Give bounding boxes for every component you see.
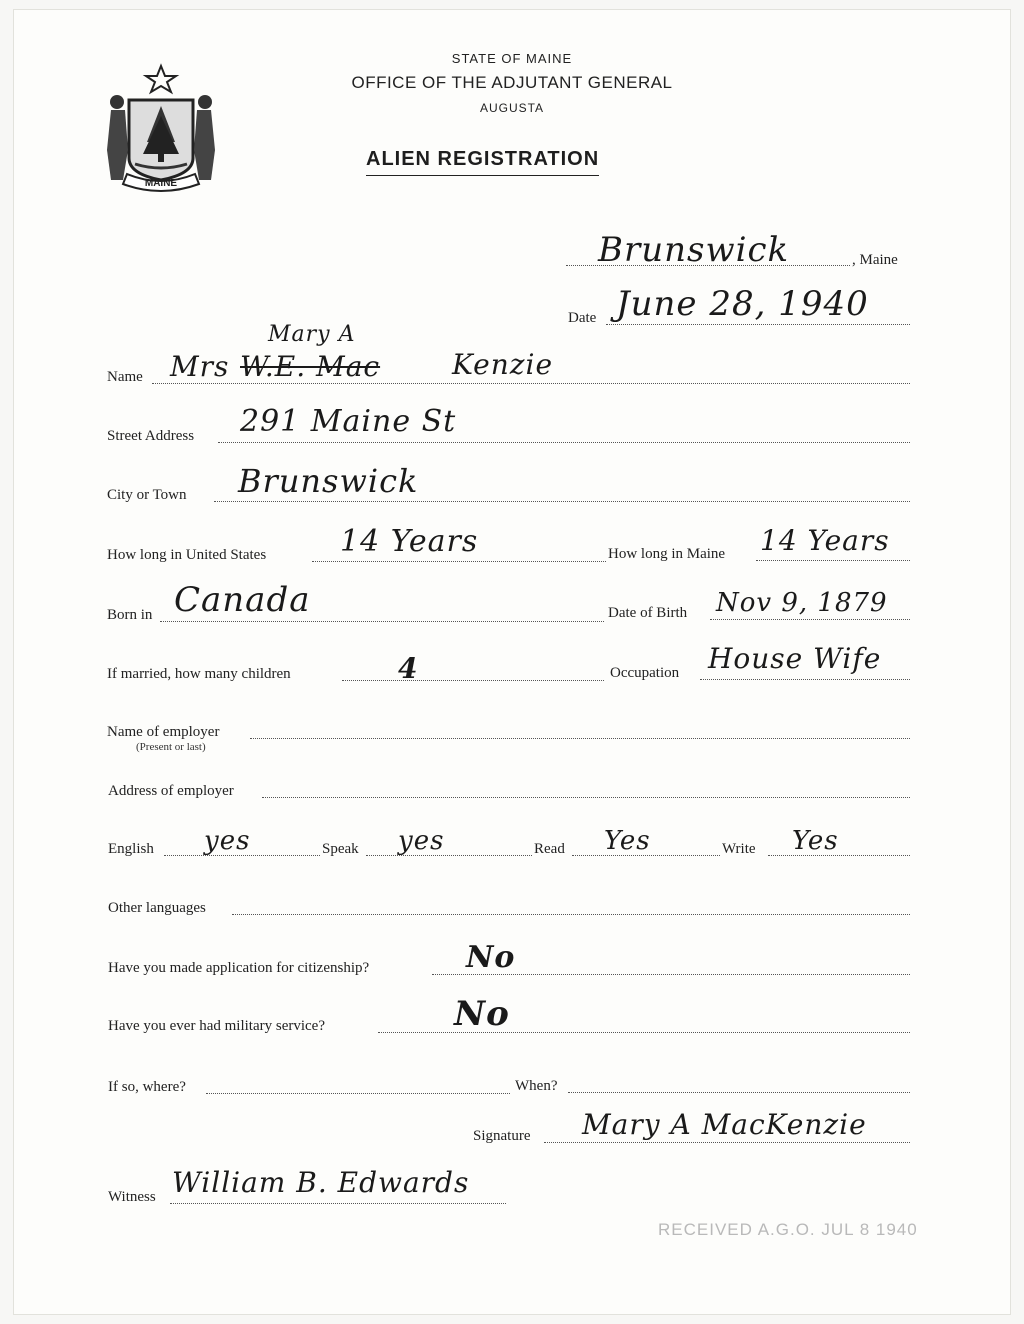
city-value: Brunswick: [238, 462, 419, 500]
how-long-us-value: 14 Years: [340, 524, 479, 559]
name-prefix-value: Mrs: [170, 350, 230, 383]
employer-note: (Present or last): [136, 741, 206, 753]
office-heading: OFFICE OF THE ADJUTANT GENERAL: [351, 73, 673, 92]
form-title: ALIEN REGISTRATION: [366, 148, 599, 176]
date-value: June 28, 1940: [616, 284, 869, 324]
military-label: Have you ever had military service?: [108, 1018, 325, 1034]
how-long-us-line: [312, 561, 606, 562]
employer-address-label: Address of employer: [108, 783, 234, 799]
maine-label: , Maine: [852, 252, 898, 268]
city-line: [214, 501, 910, 502]
how-long-maine-label: How long in Maine: [608, 546, 726, 562]
signature-value: Mary A MacKenzie: [582, 1108, 867, 1141]
citizenship-value: No: [466, 940, 516, 975]
name-line: [152, 383, 910, 384]
received-stamp: RECEIVED A.G.O. JUL 8 1940: [658, 1220, 918, 1239]
born-in-label: Born in: [107, 607, 153, 623]
dob-label: Date of Birth: [608, 605, 688, 621]
dob-value: Nov 9, 1879: [716, 588, 888, 618]
employer-line: [250, 738, 910, 739]
english-value: yes: [204, 826, 251, 856]
name-struck-value: W.E. Mac: [240, 350, 381, 383]
witness-value: William B. Edwards: [172, 1166, 470, 1199]
place-value: Brunswick: [598, 230, 790, 270]
read-label: Read: [534, 841, 565, 857]
occupation-value: House Wife: [708, 642, 882, 675]
when-line: [568, 1092, 910, 1093]
name-insert-value: Mary A: [268, 322, 356, 347]
state-heading: STATE OF MAINE: [451, 51, 573, 66]
when-label: When?: [515, 1078, 558, 1094]
employer-address-line: [262, 797, 910, 798]
children-value: 4: [398, 652, 419, 685]
date-line: [606, 324, 910, 325]
occupation-label: Occupation: [610, 665, 680, 681]
signature-line: [544, 1142, 910, 1143]
where-label: If so, where?: [108, 1079, 186, 1095]
how-long-maine-line: [756, 560, 910, 561]
witness-line: [170, 1203, 506, 1204]
speak-value: yes: [398, 826, 445, 856]
name-surname-value: Kenzie: [452, 348, 554, 381]
speak-line: [366, 855, 532, 856]
citizenship-label: Have you made application for citizenship?: [108, 960, 370, 976]
city-heading: AUGUSTA: [479, 101, 545, 115]
dob-line: [710, 619, 910, 620]
employer-label: Name of employer: [107, 724, 220, 740]
children-label: If married, how many children: [107, 666, 291, 682]
how-long-maine-value: 14 Years: [760, 524, 890, 557]
witness-label: Witness: [108, 1189, 156, 1205]
read-value: Yes: [604, 826, 651, 856]
how-long-us-label: How long in United States: [107, 547, 267, 563]
name-label: Name: [107, 369, 143, 385]
english-label: English: [108, 841, 154, 857]
born-in-value: Canada: [174, 580, 311, 620]
seal-banner-text: MAINE: [144, 178, 178, 189]
street-line: [218, 442, 910, 443]
occupation-line: [700, 679, 910, 680]
street-value: 291 Maine St: [240, 404, 457, 439]
speak-label: Speak: [322, 841, 359, 857]
write-line: [768, 855, 910, 856]
other-languages-label: Other languages: [108, 900, 206, 916]
street-label: Street Address: [107, 428, 195, 444]
where-line: [206, 1093, 510, 1094]
write-value: Yes: [792, 826, 839, 856]
date-label: Date: [568, 310, 597, 326]
signature-label: Signature: [473, 1128, 531, 1144]
military-value: No: [454, 994, 510, 1034]
born-in-line: [160, 621, 604, 622]
write-label: Write: [722, 841, 756, 857]
city-label: City or Town: [107, 487, 187, 503]
other-languages-line: [232, 914, 910, 915]
children-line: [342, 680, 604, 681]
